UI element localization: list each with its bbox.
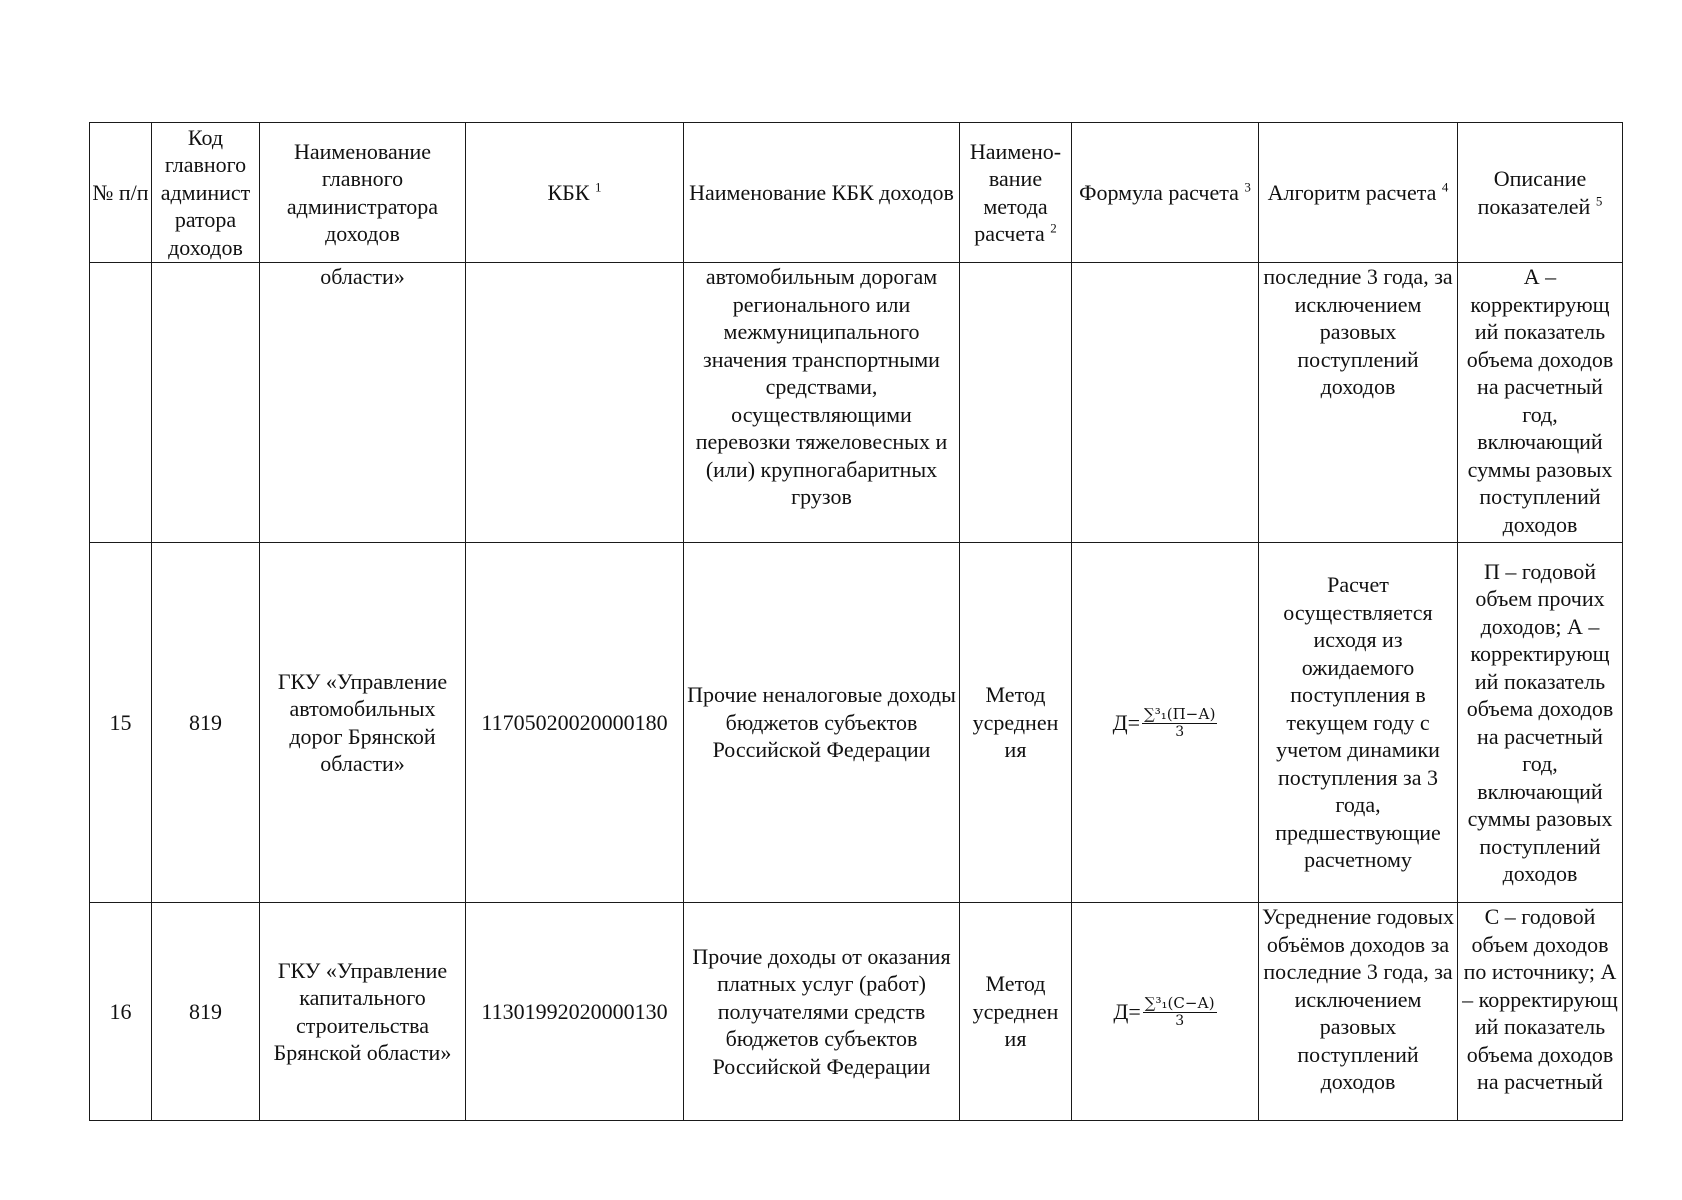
- cell-method: Метод усреднен ия: [960, 543, 1072, 903]
- cell-algorithm: последние 3 года, за исключением разовых поступлений доходов: [1259, 263, 1458, 543]
- footnote-3: 3: [1244, 179, 1251, 195]
- cell-method: [960, 263, 1072, 543]
- table-row-continued: [90, 263, 1623, 543]
- footnote-2: 2: [1050, 220, 1057, 236]
- cell-code: 819: [152, 903, 260, 1121]
- cell-formula: [1072, 903, 1259, 1121]
- footnote-1: 1: [594, 179, 602, 195]
- footnote-5: 5: [1595, 193, 1603, 209]
- cell-kbk: 11301992020000130: [466, 903, 684, 1121]
- cell-code: 819: [152, 543, 260, 903]
- table-row: [90, 543, 1623, 903]
- table-row: [90, 903, 1623, 1121]
- cell-num: [90, 263, 152, 543]
- header-code: Код главного админист ратора доходов: [152, 123, 260, 263]
- header-kbk-name: Наименование КБК доходов: [684, 123, 960, 263]
- header-kbk: КБК $^1$: [466, 123, 684, 263]
- cell-admin-name: ГКУ «Управление автомобильных дорог Брянской области»: [260, 543, 466, 903]
- cell-kbk-name: автомобильным дорогам регионального или межмуниципального значения транспортными средствами, осуществляющими перевозки тяжеловесных и (или) крупногабаритных грузов: [684, 263, 960, 543]
- cell-method: Метод усреднен ия: [960, 903, 1072, 1121]
- cell-admin-name: ГКУ «Управление капитального строительства Брянской области»: [260, 903, 466, 1121]
- header-num: № п/п: [90, 123, 152, 263]
- header-admin-name: Наименование главного администратора доходов: [260, 123, 466, 263]
- header-description: Описание показателей $^5$: [1458, 123, 1623, 263]
- formula-numerator: ∑³₁(П−А): [1143, 704, 1216, 723]
- cell-num: 15: [90, 543, 152, 903]
- cell-description: С – годовой объем доходов по источнику; А – корректирующ ий показатель объема доходов на расчетный: [1458, 903, 1623, 1121]
- cell-code: [152, 263, 260, 543]
- formula-denominator: 3: [1175, 723, 1185, 740]
- formula-numerator: ∑³₁(С−А): [1144, 993, 1215, 1012]
- formula: Д= $\frac{\text{∑³₁(С−А)}}{3}$: [1113, 993, 1215, 1029]
- header-method: Наимено- вание метода расчета $^2$: [960, 123, 1072, 263]
- formula-denominator: 3: [1175, 1012, 1185, 1029]
- cell-kbk: 11705020020000180: [466, 543, 684, 903]
- cell-formula: [1072, 543, 1259, 903]
- cell-description: А – корректирующ ий показатель объема доходов на расчетный год, включающий суммы разовых поступлений доходов: [1458, 263, 1623, 543]
- header-algorithm: Алгоритм расчета $^4$: [1259, 123, 1458, 263]
- cell-formula: [1072, 263, 1259, 543]
- cell-algorithm: Расчет осуществляется исходя из ожидаемого поступления в текущем году с учетом динамики поступления за 3 года, предшествующие расчетному: [1259, 543, 1458, 903]
- footnote-4: 4: [1441, 179, 1449, 195]
- formula: Д= $\frac{\text{∑³₁(П−А)}}{3}$: [1112, 704, 1216, 740]
- cell-algorithm: Усреднение годовых объёмов доходов за последние 3 года, за исключением разовых поступлений доходов: [1259, 903, 1458, 1121]
- cell-num: 16: [90, 903, 152, 1121]
- header-row: [90, 123, 1623, 263]
- cell-admin-name: области»: [260, 263, 466, 543]
- header-formula: Формула расчета $^3$: [1072, 123, 1259, 263]
- cell-kbk-name: Прочие неналоговые доходы бюджетов субъектов Российской Федерации: [684, 543, 960, 903]
- cell-kbk-name: Прочие доходы от оказания платных услуг (работ) получателями средств бюджетов субъектов Российской Федерации: [684, 903, 960, 1121]
- cell-description: П – годовой объем прочих доходов; А – корректирующ ий показатель объема доходов на расчетный год, включающий суммы разовых поступлений доходов: [1458, 543, 1623, 903]
- cell-kbk: [466, 263, 684, 543]
- revenue-methods-table: [89, 122, 1623, 1121]
